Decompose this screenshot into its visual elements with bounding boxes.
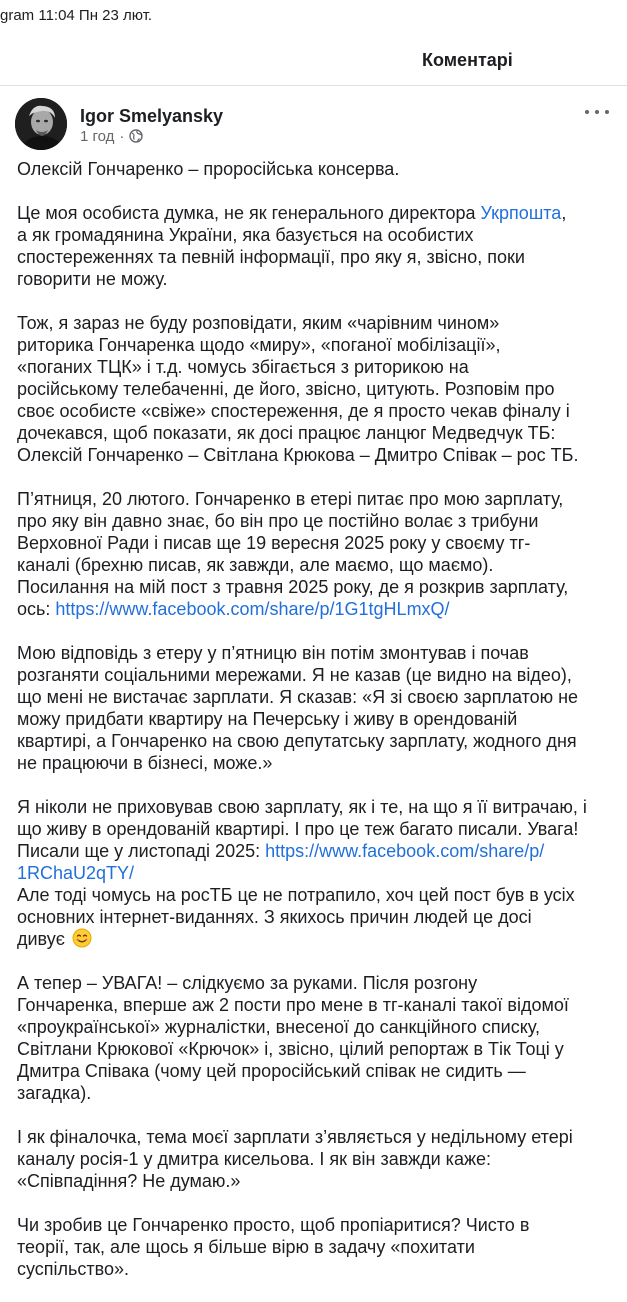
post-time[interactable]: 1 год xyxy=(80,127,115,145)
post-meta xyxy=(80,126,143,146)
text-fragment: Це моя особиста думка, не як генерального директора xyxy=(17,203,481,223)
text-line: Я ніколи не приховував свою зарплату, як і те, на що я її витрачаю, і xyxy=(17,797,587,817)
text-line: каналу росія-1 у дмитра кисельова. І як він завжди каже: xyxy=(17,1149,492,1169)
text-line: російському телебаченні, де його, звісно, цитують. Розповім про xyxy=(17,379,555,399)
text-line: основних інтернет-виданнях. З якихось причин людей це досі xyxy=(17,907,532,927)
text-line: можу придбати квартиру на Печерську і живу в орендованій xyxy=(17,709,518,729)
text-line xyxy=(17,928,617,950)
text-line: а як громадянина України, яка базується на особистих xyxy=(17,225,474,245)
text-line: Дмитра Співака (чому цей проросійський співак не сидить — xyxy=(17,1061,526,1081)
november-post-link-continued[interactable]: 1RChaU2qTY/ xyxy=(17,863,135,883)
paragraph-4 xyxy=(17,488,617,620)
paragraph-7 xyxy=(17,972,617,1104)
text-line: загадка). xyxy=(17,1083,92,1103)
november-post-link[interactable]: https://www.facebook.com/share/p/ xyxy=(265,841,545,861)
paragraph-8 xyxy=(17,1126,617,1192)
paragraph-5 xyxy=(17,642,617,774)
page-title: Коментарі xyxy=(422,50,513,70)
status-bar xyxy=(0,0,627,36)
text-line: не працюючи в бізнесі, може.» xyxy=(17,753,273,773)
text-line: Олексій Гончаренко – проросійська консерва. xyxy=(17,159,400,179)
meta-separator: · xyxy=(119,127,125,145)
text-line: квартирі, а Гончаренко на свою депутатську зарплату, жодного дня xyxy=(17,731,577,751)
text-line: Мою відповідь з етеру у п’ятницю він потім змонтував і почав xyxy=(17,643,529,663)
text-line: каналі (брехню писав, як завжди, але маємо, що маємо). xyxy=(17,555,494,575)
text-line: що живу в орендованій квартирі. І про це теж багато писали. Увага! xyxy=(17,819,579,839)
text-line: Тож, я зараз не буду розповідати, яким «чарівним чином» xyxy=(17,313,500,333)
text-line xyxy=(17,840,617,862)
author-avatar[interactable] xyxy=(15,98,67,150)
globe-icon xyxy=(129,129,143,143)
text-line: А тепер – УВАГА! – слідкуємо за руками. Після розгону xyxy=(17,973,478,993)
post-header xyxy=(0,92,627,158)
smiling-face-emoji-icon xyxy=(72,928,92,948)
text-line: що мені не вистачає зарплати. Я сказав: «Я зі своєю зарплатою не xyxy=(17,687,579,707)
author-name[interactable]: Igor Smelyansky xyxy=(80,106,224,126)
salary-post-link[interactable]: https://www.facebook.com/share/p/1G1tgHLmxQ/ xyxy=(55,599,450,619)
text-line: риторика Гончаренка щодо «миру», «поганої мобілізації», xyxy=(17,335,501,355)
comments-header xyxy=(0,36,627,86)
text-line: Але тоді чомусь на росТБ це не потрапило, хоч цей пост був в усіх xyxy=(17,885,575,905)
paragraph-6 xyxy=(17,796,617,950)
paragraph-9 xyxy=(17,1214,617,1280)
text-line: Чи зробив це Гончаренко просто, щоб пропіаритися? Чисто в xyxy=(17,1215,530,1235)
paragraph-2 xyxy=(17,202,617,290)
text-line: суспільство». xyxy=(17,1259,130,1279)
text-line: дочекався, щоб показати, як досі працює ланцюг Медведчук ТБ: xyxy=(17,423,556,443)
more-options-button[interactable] xyxy=(585,102,609,122)
text-line: Посилання на мій пост з травня 2025 року, де я розкрив зарплату, xyxy=(17,577,569,597)
text-line: Верховної Ради і писав ще 19 вересня 2025 року у своєму тг- xyxy=(17,533,531,553)
text-line: «поганих ТЦК» і т.д. чомусь збігається з риторикою на xyxy=(17,357,469,377)
text-fragment: дивує xyxy=(17,929,65,949)
text-line xyxy=(17,862,617,884)
more-dot xyxy=(595,110,599,114)
status-bar-text: gram 11:04 Пн 23 лют. xyxy=(0,7,153,24)
ukrposhta-page-link[interactable]: Укрпошта xyxy=(480,203,562,223)
text-line: Гончаренка, вперше аж 2 пости про мене в тг-каналі такої відомої xyxy=(17,995,569,1015)
text-line: «Співпадіння? Не думаю.» xyxy=(17,1171,241,1191)
text-line: «проукраїнської» журналістки, внесеної до санкційного списку, xyxy=(17,1017,540,1037)
text-line: теорії, так, але щось я більше вірю в задачу «похитати xyxy=(17,1237,475,1257)
text-line: своє особисте «свіже» спостереження, де я просто чекав фіналу і xyxy=(17,401,570,421)
paragraph-1 xyxy=(17,158,617,180)
text-line xyxy=(17,598,617,620)
more-dot xyxy=(605,110,609,114)
more-horizontal-icon xyxy=(585,110,589,114)
text-line: говорити не можу. xyxy=(17,269,168,289)
text-line xyxy=(17,202,617,224)
text-line: П’ятниця, 20 лютого. Гончаренко в етері питає про мою зарплату, xyxy=(17,489,564,509)
text-fragment: ось: xyxy=(17,599,56,619)
paragraph-3 xyxy=(17,312,617,466)
text-fragment: Писали ще у листопаді 2025: xyxy=(17,841,266,861)
text-line: розганяти соціальними мережами. Я не казав (це видно на відео), xyxy=(17,665,572,685)
text-fragment: , xyxy=(561,203,567,223)
text-line: І як фіналочка, тема моєї зарплати з’являється у недільному етері xyxy=(17,1127,573,1147)
text-line: спостереженнях та певній інформації, про яку я, звісно, поки xyxy=(17,247,525,267)
text-line: Світлани Крюкової «Крючок» і, звісно, цілий репортаж в Тік Тоці у xyxy=(17,1039,564,1059)
avatar-photo xyxy=(15,98,67,150)
text-line: про яку він давно знає, бо він про це постійно волає з трибуни xyxy=(17,511,539,531)
text-line: Олексій Гончаренко – Світлана Крюкова – Дмитро Співак – рос ТБ. xyxy=(17,445,579,465)
post-text xyxy=(17,158,617,1302)
